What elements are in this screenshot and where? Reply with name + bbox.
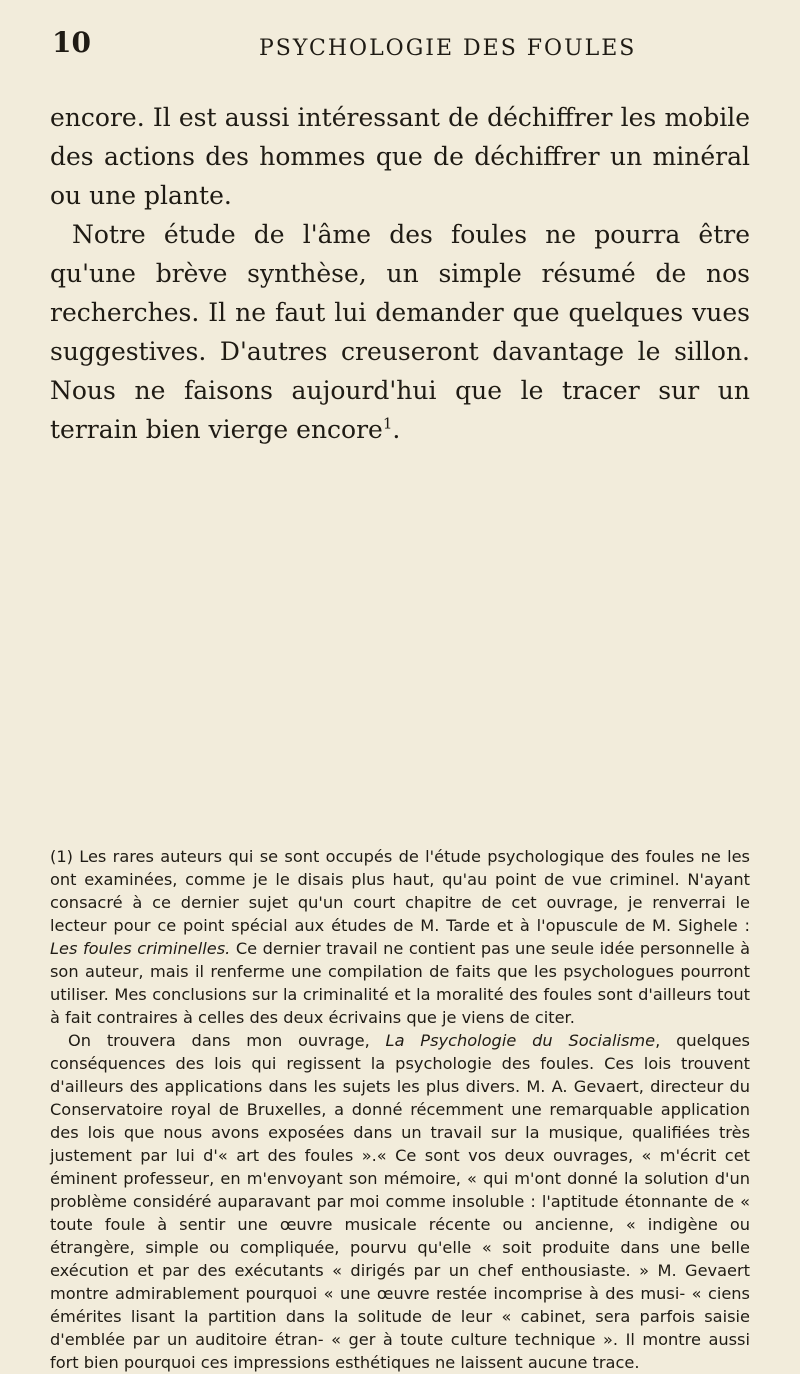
paragraph-text: Notre étude de l'âme des foules ne pourra être qu'une brève synthèse, un simple résumé de nos recherches. Il ne faut lui demander que quelques vues suggestives. D'autres creuseront davantage le sillon. Nous ne faisons aujourd'hui que le tracer sur un terrain bien vierge encore <box>50 220 750 444</box>
paragraph-text: encore. Il est aussi intéressant de déchiffrer les mobile des actions des hommes que de déchiffrer un minéral ou une plante. <box>50 103 750 210</box>
main-text <box>50 98 750 449</box>
footnote-text: On trouvera dans mon ouvrage, <box>68 1031 386 1050</box>
cited-title: La Psychologie du Socialisme <box>385 1031 656 1050</box>
running-title: PSYCHOLOGIE DES FOULES <box>259 36 637 61</box>
page-header <box>44 26 744 66</box>
footnote-text: (1) Les rares auteurs qui se sont occupés de l'étude psychologique des foules ne les ont examinées, comme je le disais plus haut, qu'au point de vue criminel. N'ayant consacré à ce dernier sujet qu'un court chapitre de cet ouvrage, je renverrai le lecteur pour ce point spécial aux études de M. Tarde et à l'opuscule de M. Sighele : <box>50 847 750 935</box>
footnote-text: Ce dernier travail ne contient pas une seule idée personnelle à son auteur, mais il renferme une compilation de faits que les psychologues pourront utiliser. Mes conclusions sur la criminalité et la moralité des foules sont d'ailleurs tout à fait contraires à celles des deux écrivains que je viens de citer. <box>50 939 751 1027</box>
paragraph <box>50 215 750 449</box>
paragraph-end: . <box>392 415 401 444</box>
page-number: 10 <box>52 26 91 59</box>
footnote-reference: 1 <box>382 414 393 433</box>
cited-title: Les foules criminelles. <box>50 939 231 958</box>
footnote-text: , quelques conséquences des lois qui regissent la psychologie des foules. Ces lois trouvent d'ailleurs des applications dans les sujets les plus divers. M. A. Gevaert, directeur du Conservatoire royal de Bruxelles, a donné récemment une remarquable application des lois que nous avons exposées dans un travail sur la musique, qualifiées très justement par lui d'« art des foules ».« Ce sont vos deux ouvrages, « m'écrit cet éminent professeur, en m'envoyant son mémoire, « qui m'ont donné la solution d'un problème considéré auparavant par moi comme insoluble : l'aptitude étonnante de « toute foule à sentir une œuvre musicale récente ou ancienne, « indigène ou étrangère, simple ou compliquée, pourvu qu'elle « soit produite dans une belle exécution et par des exécutants « dirigés par un chef enthousiaste. » M. Gevaert montre admirablement pourquoi « une œuvre restée incomprise à des musi- « ciens émérites lisant la partition dans la solitude de leur « cabinet, sera parfois saisie d'emblée par un auditoire étran- « ger à toute culture technique ». Il montre aussi fort bien pourquoi ces impressions esthétiques ne laissent aucune trace. <box>50 1031 750 1372</box>
footnote <box>50 845 750 1374</box>
paragraph <box>50 98 750 215</box>
footnote-paragraph <box>50 1029 750 1374</box>
footnote-paragraph <box>50 845 750 1029</box>
